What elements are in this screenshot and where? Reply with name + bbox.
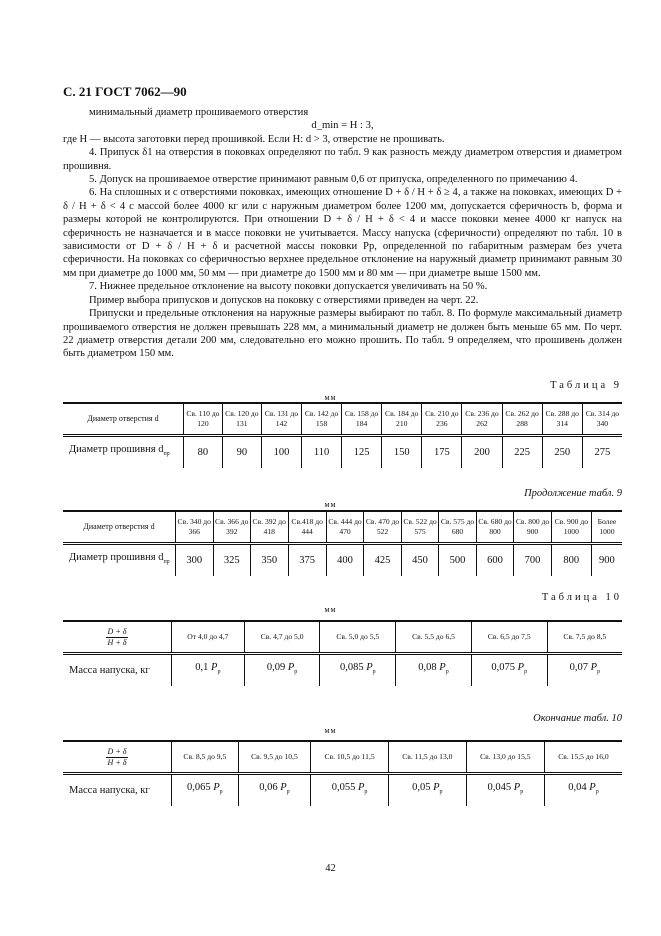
range-cell: Св. 11,5 до 13,0 (388, 741, 466, 774)
subscript: р (372, 669, 376, 676)
subscript: пр (163, 451, 170, 458)
table-9-continuation (63, 510, 622, 576)
fraction (106, 747, 129, 768)
value-cell: 275 (582, 436, 622, 469)
value-cell (388, 774, 466, 807)
range-cell: От 4,0 до 4,7 (172, 621, 245, 654)
value-cell: 700 (514, 544, 552, 577)
value-cell: 325 (213, 544, 251, 577)
data-row (63, 654, 622, 687)
value-cell: 300 (176, 544, 214, 577)
value-cell (172, 654, 245, 687)
unit-label: мм (324, 726, 337, 735)
page-header: С. 21 ГОСТ 7062—90 (63, 84, 187, 99)
table-10 (63, 620, 622, 686)
symbol: P (366, 662, 373, 674)
range-cell: Св. 288 до 314 (542, 403, 582, 436)
value-cell: 350 (251, 544, 289, 577)
range-cell: Св. 366 до 392 (213, 511, 251, 544)
subscript: р (219, 789, 223, 796)
value-cell: 250 (542, 436, 582, 469)
value-cell: 200 (462, 436, 502, 469)
subscript: р (445, 669, 449, 676)
value-cell: 500 (439, 544, 477, 577)
denominator: H + δ (107, 757, 127, 767)
value-cell: 110 (302, 436, 342, 469)
value-cell: 175 (422, 436, 462, 469)
ratio-label (63, 741, 172, 774)
value: 0,045 (487, 782, 512, 794)
table-10-end-caption: Окончание табл. 10 (533, 713, 622, 724)
subscript: р (364, 789, 368, 796)
symbol: P (589, 782, 596, 794)
subscript: р (524, 669, 528, 676)
body-text (63, 106, 622, 361)
formula: d_min = H : 3, (311, 120, 374, 132)
range-cell: Св. 10,5 до 11,5 (311, 741, 389, 774)
value: 0,085 (339, 662, 364, 674)
subscript: р (597, 669, 600, 676)
subscript: р (439, 789, 443, 796)
range-cell: Св. 7,5 до 8,5 (547, 621, 622, 654)
symbol: P (590, 662, 597, 674)
row-label: Масса напуска, кг (63, 774, 172, 807)
fraction (106, 627, 129, 648)
unit-label: мм (324, 393, 337, 402)
range-cell: Св. 6,5 до 7,5 (471, 621, 547, 654)
value-cell (311, 774, 389, 807)
range-cell: Св. 262 до 288 (502, 403, 542, 436)
paragraph: 4. Припуск δ1 на отверстия в поковках определяют по табл. 9 как разность между диаметром отверстия и диаметром прошивня. (63, 147, 622, 172)
row-label: Масса напуска, кг (63, 654, 172, 687)
value-cell: 900 (591, 544, 622, 577)
value-cell (471, 654, 547, 687)
header-row (63, 511, 622, 544)
subscript: р (520, 789, 524, 796)
paragraph: где H — высота заготовки перед прошивкой. Если H: d > 3, отверстие не прошивать. (63, 133, 445, 145)
range-cell: Св. 142 до 158 (302, 403, 342, 436)
range-cell: Св. 340 до 366 (176, 511, 214, 544)
value-cell: 125 (342, 436, 382, 469)
data-row (63, 436, 622, 469)
paragraph: 5. Допуск на прошиваемое отверстие принимают равным 0,6 от припуска, определенного по примечанию 4. (89, 174, 578, 186)
range-cell: Св. 392 до 418 (251, 511, 289, 544)
page-number: 42 (325, 863, 336, 874)
value-cell: 100 (261, 436, 301, 469)
header-row (63, 741, 622, 774)
range-cell: Св. 314 до 340 (582, 403, 622, 436)
range-cell: Св. 444 до 470 (326, 511, 364, 544)
value: 0,04 (568, 782, 587, 794)
value-cell (547, 654, 622, 687)
symbol: P (517, 662, 525, 674)
subscript: пр (163, 559, 170, 566)
row-label: Диаметр отверстия d (63, 403, 184, 436)
label-text: Диаметр прошивня d (69, 552, 164, 564)
denominator: H + δ (107, 637, 127, 647)
range-cell: Св. 575 до 680 (439, 511, 477, 544)
subscript: р (294, 669, 298, 676)
value-cell: 150 (382, 436, 422, 469)
table-9 (63, 402, 622, 468)
data-row (63, 774, 622, 807)
range-cell: Св. 110 до 120 (184, 403, 223, 436)
subscript: р (286, 789, 290, 796)
subscript: р (217, 669, 221, 676)
range-cell: Св. 5,0 до 5,5 (320, 621, 396, 654)
value: 0,065 (187, 782, 211, 794)
paragraph: Пример выбора припусков и допусков на поковку с отверстиями приведен на черт. 22. (89, 294, 479, 306)
range-cell: Св. 131 до 142 (261, 403, 301, 436)
range-cell: Более 1000 (591, 511, 622, 544)
range-cell: Св. 470 до 522 (364, 511, 402, 544)
data-row (63, 544, 622, 577)
value-cell (396, 654, 472, 687)
value-cell (244, 654, 320, 687)
range-cell: Св. 120 до 131 (222, 403, 261, 436)
value: 0,055 (331, 782, 356, 794)
symbol: P (513, 782, 521, 794)
range-cell: Св. 9,5 до 10,5 (238, 741, 310, 774)
value-cell: 80 (184, 436, 223, 469)
range-cell: Св. 4,7 до 5,0 (244, 621, 320, 654)
value-cell: 450 (401, 544, 439, 577)
range-cell: Св. 522 до 575 (401, 511, 439, 544)
symbol: P (211, 662, 218, 674)
symbol: P (287, 662, 295, 674)
row-label (63, 544, 176, 577)
value-cell (544, 774, 622, 807)
value: 0,07 (569, 662, 588, 674)
paragraph: Припуски и предельные отклонения на наружные размеры выбирают по табл. 8. По формуле максимальный диаметр прошиваемого отверстия не должен превышать 228 мм, а минимальный диаметр не должен быть меньше 65 мм. По черт. 22 диаметр отверстия детали 200 мм, следовательно его можно прошить. По табл. 9 определяем, что прошивень должен быть диаметром 150 мм. (63, 308, 622, 360)
symbol: P (439, 662, 446, 674)
table-10-caption: Таблица 10 (541, 592, 622, 603)
value-cell: 90 (222, 436, 261, 469)
range-cell: Св. 184 до 210 (382, 403, 422, 436)
unit-label: мм (324, 500, 337, 509)
header-row (63, 403, 622, 436)
value-cell (320, 654, 396, 687)
numerator: D + δ (107, 626, 127, 636)
value: 0,09 (266, 662, 286, 674)
table-9-continuation-caption: Продолжение табл. 9 (524, 488, 622, 499)
value-cell (238, 774, 310, 807)
value: 0,06 (259, 782, 278, 794)
range-cell: Св. 5,5 до 6,5 (396, 621, 472, 654)
range-cell: Св. 158 до 184 (342, 403, 382, 436)
value-cell (466, 774, 544, 807)
table-9-caption: Таблица 9 (550, 380, 622, 391)
row-label (63, 436, 184, 469)
value: 0,1 (195, 662, 209, 674)
paragraph: минимальный диаметр прошиваемого отверстия (89, 107, 309, 118)
range-cell: Св. 210 до 236 (422, 403, 462, 436)
value-cell: 400 (326, 544, 364, 577)
range-cell: Св. 900 до 1000 (551, 511, 591, 544)
range-cell: Св. 236 до 262 (462, 403, 502, 436)
unit-label: мм (324, 605, 337, 614)
subscript: р (595, 789, 599, 796)
range-cell: Св. 15,5 до 16,0 (544, 741, 622, 774)
value-cell: 425 (364, 544, 402, 577)
value-cell: 375 (288, 544, 326, 577)
value: 0,08 (418, 662, 437, 674)
range-cell: Св. 8,5 до 9,5 (172, 741, 239, 774)
symbol: P (213, 782, 220, 794)
numerator: D + δ (107, 746, 127, 756)
symbol: P (280, 782, 287, 794)
value-cell: 600 (476, 544, 514, 577)
value-cell: 800 (551, 544, 591, 577)
paragraph: 6. На сплошных и с отверстиями поковках, имеющих отношение D + δ / H + δ ≥ 4, а также на поковках, имеющих D + δ / H + δ < 4 с массой более 4000 кг или с наружным диаметром более 1200 мм, допускается сферичность b, форма и размеры которой не контролируются. При отношении D + δ / H + δ < 4 и массе поковки менее 4000 кг напуск на сферичность не назначается и в массе поковки не учитывается. Массу напуска (сферичности) определяют по табл. 10 в зависимости от D + δ / H + δ и расчетной массы поковки Pр, определенной по габаритным размерам без учета сферичности. На поковках со сферичностью верхнее предельное отклонение на наружный диаметр принимают равным 30 мм при диаметре до 1000 мм, 50 мм — при диаметре до 1500 мм и 80 мм — при диаметре выше 1500 мм. (63, 187, 622, 279)
ratio-label (63, 621, 172, 654)
range-cell: Св. 680 до 800 (476, 511, 514, 544)
range-cell: Св.418 до 444 (288, 511, 326, 544)
value-cell: 225 (502, 436, 542, 469)
value-cell (172, 774, 239, 807)
paragraph: 7. Нижнее предельное отклонение на высоту поковки допускается увеличивать на 50 %. (89, 281, 488, 293)
value: 0,075 (491, 662, 516, 674)
row-label: Диаметр отверстия d (63, 511, 176, 544)
range-cell: Св. 13,0 до 15,5 (466, 741, 544, 774)
header-row (63, 621, 622, 654)
table-10-end (63, 740, 622, 806)
value: 0,05 (412, 782, 431, 794)
range-cell: Св. 800 до 900 (514, 511, 552, 544)
symbol: P (433, 782, 440, 794)
label-text: Диаметр прошивня d (69, 444, 164, 456)
symbol: P (357, 782, 365, 794)
